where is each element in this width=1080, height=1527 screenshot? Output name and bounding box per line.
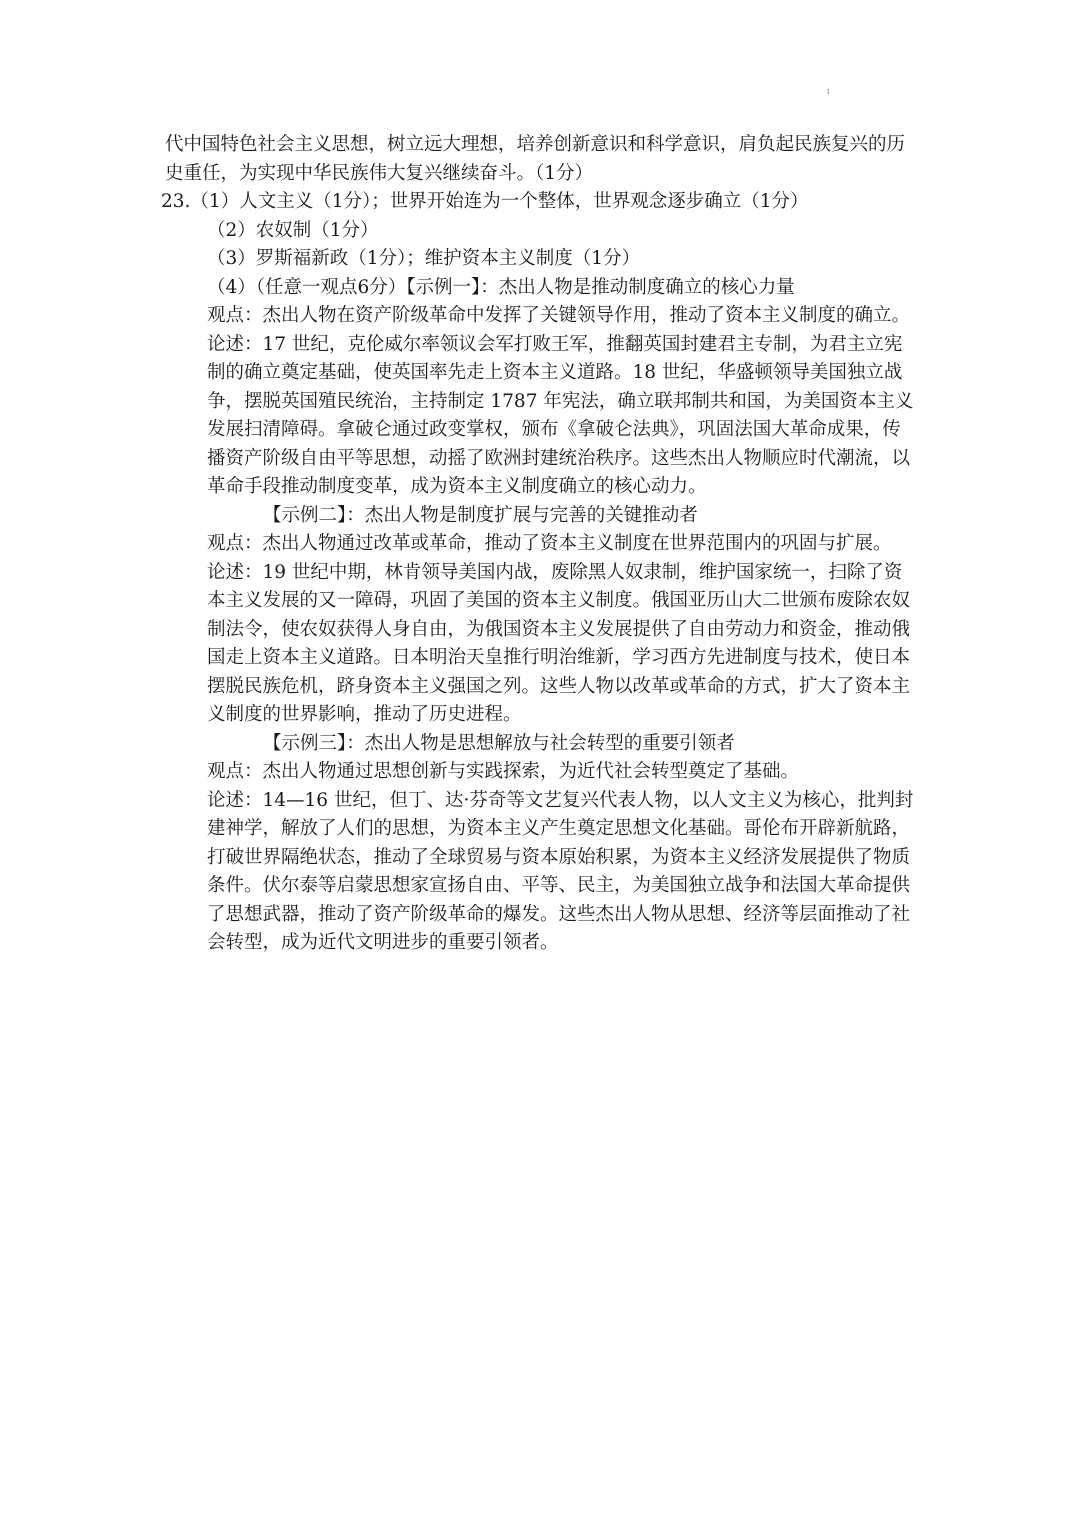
question-23-part-2: （2）农奴制（1分） bbox=[207, 219, 379, 241]
text-line: 摆脱民族危机，跻身资本主义强国之列。这些人物以改革或革命的方式，扩大了资本主 bbox=[207, 675, 911, 697]
example-3-heading: 【示例三】：杰出人物是思想解放与社会转型的重要引领者 bbox=[263, 732, 735, 754]
text-line: 条件。伏尔泰等启蒙思想家宣扬自由、平等、民主，为美国独立战争和法国大革命提供 bbox=[207, 875, 911, 896]
page-number: 1 bbox=[826, 88, 831, 96]
example-2-heading: 【示例二】：杰出人物是制度扩展与完善的关键推动者 bbox=[263, 504, 698, 526]
text-line: 打破世界隔绝状态，推动了全球贸易与资本原始积累，为资本主义经济发展提供了物质 bbox=[207, 846, 911, 868]
text-line: 史重任，为实现中华民族伟大复兴继续奋斗。（1分） bbox=[165, 162, 594, 184]
text-line: 播资产阶级自由平等思想，动摇了欧洲封建统治秩序。这些杰出人物顺应时代潮流，以 bbox=[207, 447, 911, 469]
text-line: 制的确立奠定基础，使英国率先走上资本主义道路。18 世纪，华盛顿领导美国独立战 bbox=[207, 362, 903, 383]
text-line: 制法令，使农奴获得人身自由，为俄国资本主义发展提供了自由劳动力和资金，推动俄 bbox=[207, 618, 911, 640]
example-3-viewpoint: 观点：杰出人物通过思想创新与实践探索，为近代社会转型奠定了基础。 bbox=[207, 761, 800, 782]
document-body bbox=[161, 131, 925, 958]
example-3-argument: 论述：14—16 世纪，但丁、达·芬奇等文艺复兴代表人物，以人文主义为核心，批判封 bbox=[207, 789, 914, 811]
text-line: 国走上资本主义道路。日本明治天皇推行明治维新，学习西方先进制度与技术，使日本 bbox=[207, 647, 911, 668]
text-line: 争，摆脱英国殖民统治，主持制定 1787 年宪法，确立联邦制共和国，为美国资本主义 bbox=[207, 390, 914, 412]
example-1-argument: 论述：17 世纪，克伦威尔率领议会军打败王军，推翻英国封建君主专制，为君主立宪 bbox=[207, 333, 903, 355]
text-line: 革命手段推动制度变革，成为资本主义制度确立的核心动力。 bbox=[207, 476, 707, 497]
question-23-part-1: 23.（1）人文主义（1分）；世界开始连为一个整体，世界观念逐步确立（1分） bbox=[161, 191, 809, 212]
example-2-viewpoint: 观点：杰出人物通过改革或革命，推动了资本主义制度在世界范围内的巩固与扩展。 bbox=[207, 533, 892, 554]
example-2-argument: 论述：19 世纪中期，林肯领导美国内战，废除黑人奴隶制，维护国家统一，扫除了资 bbox=[207, 561, 903, 583]
question-23-part-4: （4）（任意一观点6分）【示例一】：杰出人物是推动制度确立的核心力量 bbox=[207, 276, 795, 298]
text-line: 本主义发展的又一障碍，巩固了美国的资本主义制度。俄国亚历山大二世颁布废除农奴 bbox=[207, 590, 911, 611]
text-line: 发展扫清障碍。拿破仑通过政变掌权，颁布《拿破仑法典》，巩固法国大革命成果，传 bbox=[207, 419, 901, 440]
text-line: 义制度的世界影响，推动了历史进程。 bbox=[207, 704, 522, 725]
text-line: 了思想武器，推动了资产阶级革命的爆发。这些杰出人物从思想、经济等层面推动了社 bbox=[207, 903, 911, 925]
example-1-viewpoint: 观点：杰出人物在资产阶级革命中发挥了关键领导作用，推动了资本主义制度的确立。 bbox=[207, 305, 911, 326]
text-line: 会转型，成为近代文明进步的重要引领者。 bbox=[207, 932, 559, 953]
question-23-part-3: （3）罗斯福新政（1分）；维护资本主义制度（1分） bbox=[207, 248, 641, 269]
text-line: 建神学，解放了人们的思想，为资本主义产生奠定思想文化基础。哥伦布开辟新航路， bbox=[207, 818, 911, 839]
text-line: 代中国特色社会主义思想，树立远大理想，培养创新意识和科学意识，肩负起民族复兴的历 bbox=[165, 134, 906, 155]
